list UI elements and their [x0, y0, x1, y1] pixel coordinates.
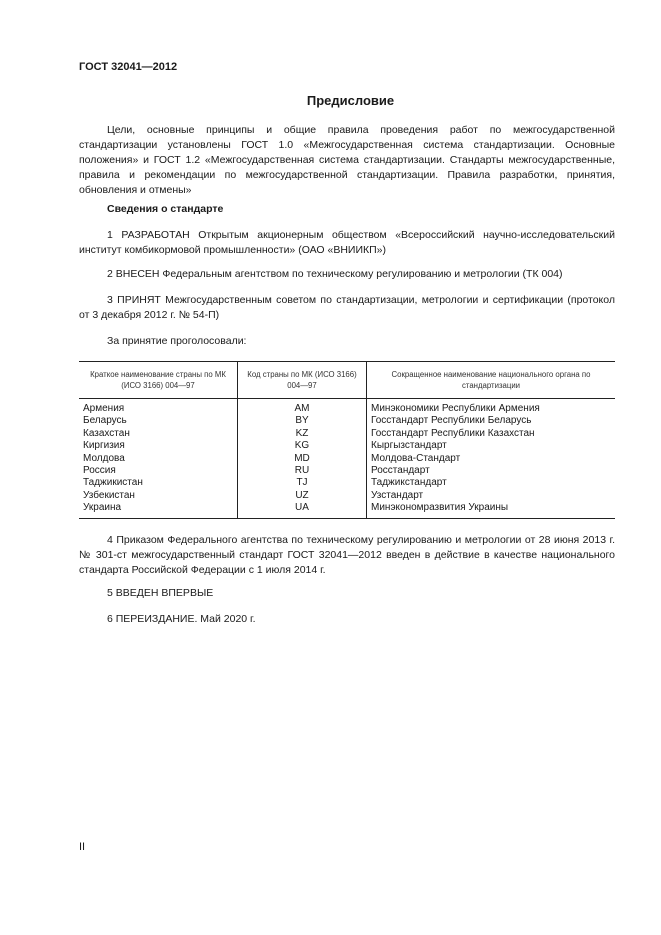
section-subheading: Сведения о стандарте: [107, 203, 224, 215]
table-header-row: [79, 362, 615, 399]
code-cell: UZ: [238, 490, 367, 502]
item-1: 1 РАЗРАБОТАН Открытым акционерным обществом «Всероссийский научно-исследовательский институт комбикормовой промышленности» (ОАО «ВНИИКП»): [79, 229, 615, 256]
body-cell: Кыргызстандарт: [367, 440, 616, 452]
page-number: II: [79, 841, 86, 853]
country-cell: Армения: [83, 403, 125, 414]
table-row: [79, 477, 615, 489]
code-cell: TJ: [238, 477, 367, 489]
item-6: 6 ПЕРЕИЗДАНИЕ. Май 2020 г.: [107, 613, 256, 625]
body-cell: Молдова-Стандарт: [367, 453, 616, 465]
code-cell: KZ: [238, 428, 367, 440]
country-cell: Украина: [79, 502, 238, 518]
table-row: [79, 428, 615, 440]
voted-label: За принятие проголосовали:: [107, 335, 247, 347]
country-cell: Таджикистан: [83, 477, 143, 489]
code-cell: KG: [238, 440, 367, 452]
voting-table: [79, 361, 615, 519]
body-cell: Госстандарт Республики Казахстан: [367, 428, 616, 440]
document-id: ГОСТ 32041—2012: [79, 61, 178, 73]
table-row: [79, 490, 615, 502]
header-country: Краткое наименование страны по МК (ИСО 3166) 004—97: [79, 362, 238, 399]
country-cell: Казахстан: [83, 427, 130, 439]
country-cell: Россия: [83, 465, 116, 477]
code-cell: MD: [238, 453, 367, 465]
intro-paragraph: Цели, основные принципы и общие правила проведения работ по межгосударственной стандартизации установлены ГОСТ 1.0 «Межгосударственная система стандартизации. Основные положения» и ГОСТ 1.2 «Межгосударственная система стандартизации. Стандарты межгосударственные, правила и рекомендации по межгосударственной стандартизации. Правила разработки, принятия, обновления и отмены»: [79, 124, 615, 196]
code-cell: RU: [238, 465, 367, 477]
body-cell: Узстандарт: [367, 490, 616, 502]
item-4: 4 Приказом Федерального агентства по техническому регулированию и метрологии от 28 июня 2013 г. № 301-ст межгосударственный стандарт ГОСТ 32041—2012 введен в действие в качестве национального стандарта Российской Федерации с 1 июля 2014 г.: [79, 534, 615, 576]
body-cell: Минэкономики Республики Армения: [367, 399, 616, 416]
body-cell: Росстандарт: [367, 465, 616, 477]
country-cell: Узбекистан: [83, 489, 135, 501]
body-cell: Минэкономразвития Украины: [367, 502, 616, 518]
table-row: [79, 465, 615, 477]
body-cell: Таджикстандарт: [367, 477, 616, 489]
table-row: [79, 440, 615, 452]
item-2: 2 ВНЕСЕН Федеральным агентством по техническому регулированию и метрологии (ТК 004): [107, 268, 563, 280]
header-code: Код страны по МК (ИСО 3166) 004—97: [238, 362, 367, 399]
header-body: Сокращенное наименование национального органа по стандартизации: [367, 362, 616, 399]
country-cell: Молдова: [83, 452, 125, 464]
table-row: [79, 415, 615, 427]
code-cell: UA: [238, 502, 367, 518]
item-5: 5 ВВЕДЕН ВПЕРВЫЕ: [107, 587, 214, 599]
page-title: Предисловие: [306, 93, 395, 108]
table-row: [79, 502, 615, 518]
country-cell: Беларусь: [83, 415, 127, 427]
table-row: [79, 453, 615, 465]
table-row: [79, 399, 615, 416]
body-cell: Госстандарт Республики Беларусь: [367, 415, 616, 427]
code-cell: AM: [238, 399, 367, 416]
item-3: 3 ПРИНЯТ Межгосударственным советом по стандартизации, метрологии и сертификации (протокол от 3 декабря 2012 г. № 54-П): [79, 294, 615, 321]
country-cell: Киргизия: [83, 440, 125, 452]
code-cell: BY: [238, 415, 367, 427]
